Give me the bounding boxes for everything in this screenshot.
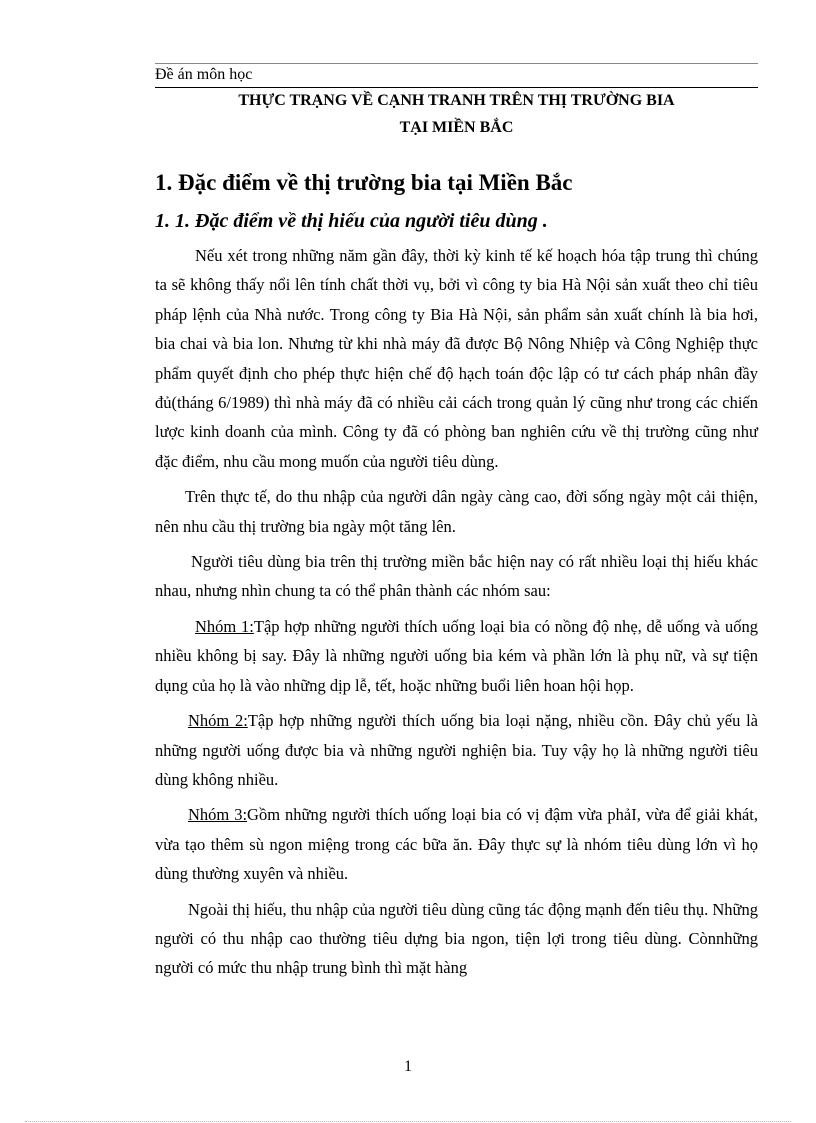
- title-line-1: THỰC TRẠNG VỀ CẠNH TRANH TRÊN THỊ TRƯỜNG BIA: [238, 92, 675, 109]
- subsection-heading: 1. 1. Đặc điểm về thị hiếu của người tiêu dùng .: [155, 210, 548, 232]
- paragraph-1: Nếu xét trong những năm gần đây, thời kỳ kinh tế kế hoạch hóa tập trung thì chúng ta sẽ không thấy nổi lên tính chất thời vụ, bởi vì công ty bia Hà Nội sản xuất theo chỉ tiêu pháp lệnh của Nhà nước. Trong công ty Bia Hà Nội, sản phẩm sản xuất chính là bia hơi, bia chai và bia lon. Nhưng từ khi nhà máy đã được Bộ Nông Nhiệp và Công Nghiệp thực phẩm quyết định cho phép thực hiện chế độ hạch toán độc lập có tư cách pháp nhân đầy đủ(tháng 6/1989) thì nhà máy đã có nhiều cải cách trong quản lý cũng như trong các chiến lược kinh doanh của mình. Công ty đã có phòng ban nghiên cứu về thị trường cũng như đặc điểm, nhu cầu mong muốn của người tiêu dùng.: [155, 246, 758, 471]
- group-3-text: Gồm những người thích uống loại bia có vị đậm vừa phảI, vừa để giải khát, vừa tạo thêm sù ngon miệng trong các bữa ăn. Đây thực sự là nhóm tiêu dùng lớn vì họ dùng thường xuyên và nhiều.: [155, 805, 758, 884]
- paragraph-group-1: [155, 612, 758, 700]
- paragraph-2: Trên thực tế, do thu nhập của người dân ngày càng cao, đời sống ngày một cải thiện, nên nhu cầu thị trường bia ngày một tăng lên.: [155, 487, 758, 536]
- page-edge-divider: [25, 1121, 791, 1122]
- group-2-label: Nhóm 2:: [188, 711, 248, 731]
- section-heading: 1. Đặc điểm về thị trường bia tại Miền Bắc: [155, 170, 573, 195]
- document-title: [155, 87, 758, 141]
- group-1-label: Nhóm 1:: [195, 616, 254, 636]
- header-top-rule: [155, 63, 758, 64]
- paragraph-group-3: [155, 800, 758, 888]
- document-header-label: Đề án môn học: [155, 66, 253, 83]
- document-body: [155, 241, 758, 983]
- page-number: 1: [404, 1058, 412, 1075]
- group-1-text: Tập hợp những người thích uống loại bia có nồng độ nhẹ, dễ uống và uống nhiều không bị say. Đây là những người uống bia kém và phần lớn là phụ nữ, và sự tiện dụng của họ là vào những dịp lễ, tết, hoặc những buổi liên hoan hội họp.: [155, 616, 758, 695]
- paragraph-7: Ngoài thị hiếu, thu nhập của người tiêu dùng cũng tác động mạnh đến tiêu thụ. Những người có thu nhập cao thường tiêu dựng bia ngon, tiện lợi trong tiêu dùng. Cònnhững người có mức thu nhập trung bình thì mặt hàng: [155, 899, 758, 978]
- paragraph-group-2: [155, 706, 758, 794]
- group-2-text: Tập hợp những người thích uống bia loại nặng, nhiều cồn. Đây chủ yếu là những người uống được bia và những người nghiện bia. Tuy vậy họ là những người tiêu dùng không nhiều.: [155, 711, 758, 789]
- group-3-label: Nhóm 3:: [188, 805, 248, 825]
- title-line-2: TẠI MIỀN BẮC: [399, 119, 514, 136]
- paragraph-3: Người tiêu dùng bia trên thị trường miền bắc hiện nay có rất nhiều loại thị hiếu khác nhau, nhưng nhìn chung ta có thể phân thành các nhóm sau:: [155, 552, 758, 601]
